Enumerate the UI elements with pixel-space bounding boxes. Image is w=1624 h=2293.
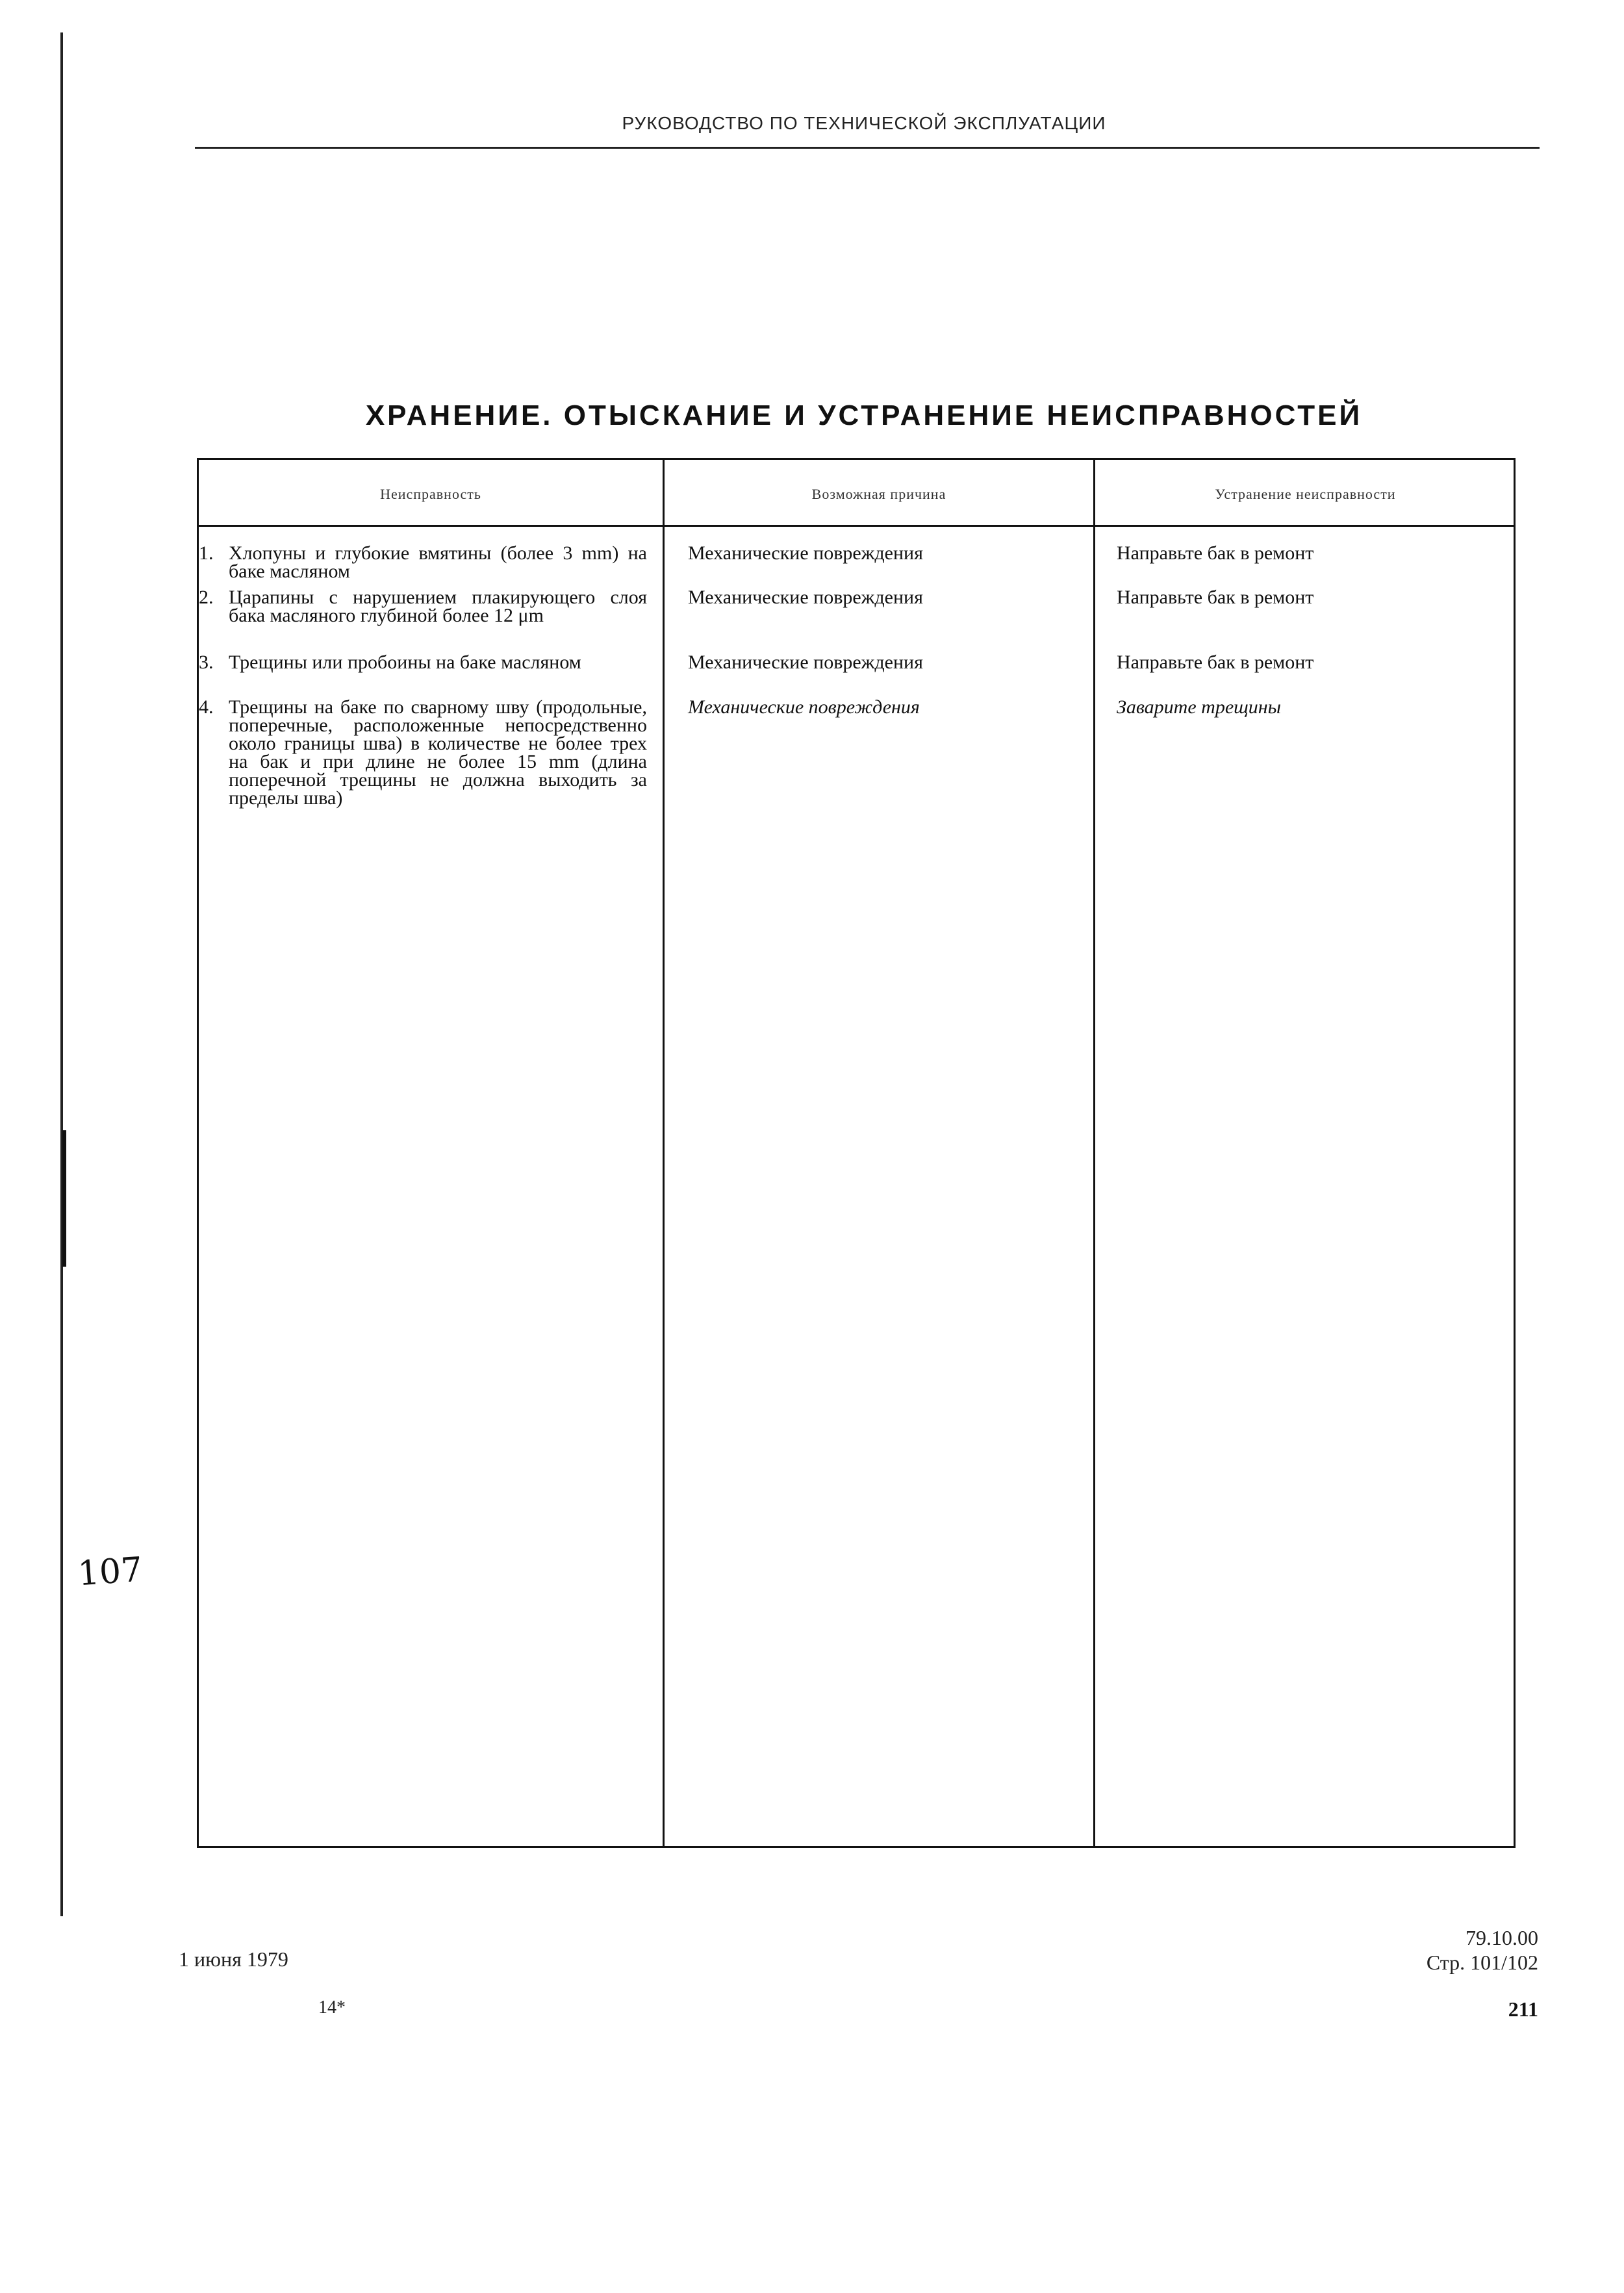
row-number: 3. — [199, 652, 214, 673]
page-title: ХРАНЕНИЕ. ОТЫСКАНИЕ И УСТРАНЕНИЕ НЕИСПРАВНОСТЕЙ — [365, 399, 1363, 431]
remedy-cell: Направьте бак в ремонт — [1117, 587, 1314, 608]
column-header-fault: Неисправность — [380, 486, 481, 502]
fault-cell — [199, 589, 647, 625]
binding-edge-line — [60, 32, 63, 1916]
remedy-cell: Направьте бак в ремонт — [1117, 652, 1314, 673]
footer-section-code: 79.10.00 — [1465, 1926, 1538, 1949]
cause-cell: Механические повреждения — [688, 652, 923, 673]
column-header-cause: Возможная причина — [811, 486, 946, 502]
fault-text: Хлопуны и глубокие вмятины (более 3 mm) на баке масляном — [229, 542, 647, 582]
header-divider — [199, 525, 1514, 527]
row-number: 2. — [199, 587, 214, 608]
fault-cell — [199, 698, 647, 807]
row-number: 1. — [199, 542, 214, 564]
cause-cell: Механические повреждения — [688, 587, 923, 608]
troubleshooting-table — [197, 458, 1516, 1848]
footer-date: 1 июня 1979 — [179, 1947, 288, 1971]
fault-text: Трещины на баке по сварному шву (продольные, поперечные, расположенные непосредственно около границы шва) в количестве не более трех на бак и при длине не более 15 mm (длина поперечной трещины не должна выходить за пределы шва) — [229, 696, 647, 809]
footer-page-ref: Стр. 101/102 — [1426, 1951, 1538, 1974]
cause-cell: Механические повреждения — [688, 542, 923, 564]
remedy-cell: Направьте бак в ремонт — [1117, 542, 1314, 564]
binding-edge-mark — [62, 1130, 66, 1267]
fault-cell — [199, 653, 647, 672]
column-divider — [1093, 460, 1095, 1846]
handwritten-margin-note: 107 — [77, 1550, 144, 1594]
column-divider — [663, 460, 665, 1846]
header-rule — [195, 147, 1540, 149]
running-header: РУКОВОДСТВО ПО ТЕХНИЧЕСКОЙ ЭКСПЛУАТАЦИИ — [622, 113, 1106, 133]
remedy-cell: Заварите трещины — [1117, 696, 1281, 718]
fault-text: Трещины или пробоины на баке масляном — [229, 652, 581, 673]
column-header-remedy: Устранение неисправности — [1215, 486, 1396, 502]
footer-page-number: 211 — [1508, 1997, 1538, 2021]
fault-text: Царапины с нарушением плакирующего слоя бака масляного глубиной более 12 μm — [229, 587, 647, 626]
footer-signature-mark: 14* — [318, 1997, 346, 2018]
cause-cell: Механические повреждения — [688, 696, 920, 718]
fault-cell — [199, 544, 647, 581]
row-number: 4. — [199, 696, 214, 718]
